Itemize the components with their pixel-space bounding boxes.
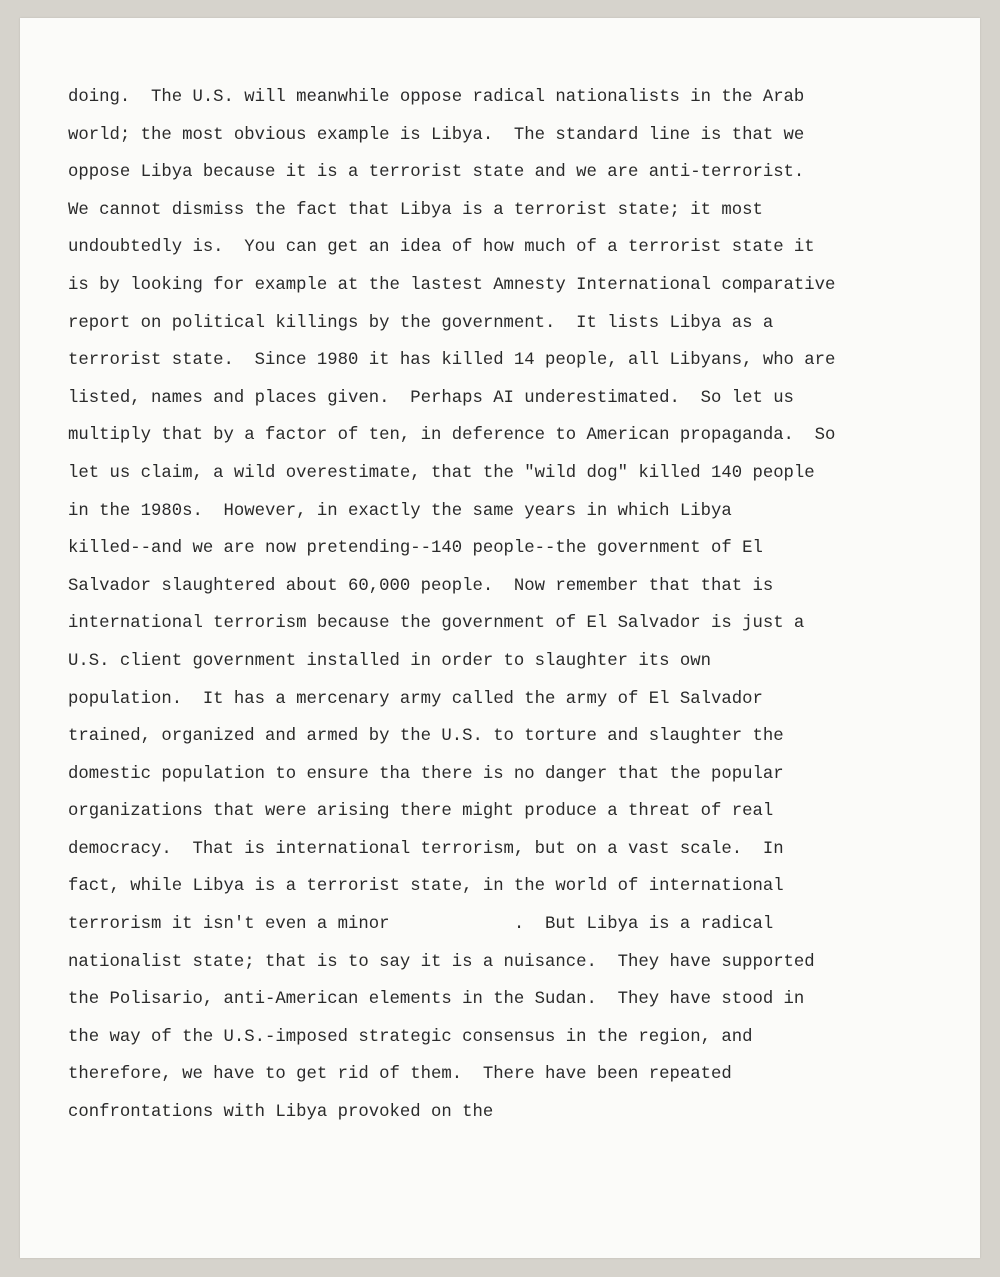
text-line: listed, names and places given. Perhaps AI underestimated. So let us [68, 388, 794, 408]
text-line: the way of the U.S.-imposed strategic consensus in the region, and [68, 1027, 753, 1047]
text-line: U.S. client government installed in order to slaughter its own [68, 651, 711, 671]
text-line: in the 1980s. However, in exactly the same years in which Libya [68, 501, 732, 521]
typed-text-body [68, 88, 948, 1141]
text-line: domestic population to ensure tha there is no danger that the popular [68, 764, 784, 784]
text-line: We cannot dismiss the fact that Libya is a terrorist state; it most [68, 200, 763, 220]
text-line: killed--and we are now pretending--140 people--the government of El [68, 539, 763, 559]
text-line: organizations that were arising there might produce a threat of real [68, 802, 774, 822]
text-line: multiply that by a factor of ten, in deference to American propaganda. So [68, 426, 836, 446]
text-line: terrorist state. Since 1980 it has killed 14 people, all Libyans, who are [68, 351, 836, 371]
text-line: the Polisario, anti-American elements in the Sudan. They have stood in [68, 990, 805, 1010]
text-line: let us claim, a wild overestimate, that the "wild dog" killed 140 people [68, 463, 815, 483]
text-line: confrontations with Libya provoked on the [68, 1103, 494, 1123]
text-line: Salvador slaughtered about 60,000 people. Now remember that that is [68, 576, 774, 596]
text-line: oppose Libya because it is a terrorist state and we are anti-terrorist. [68, 163, 805, 183]
text-line: nationalist state; that is to say it is a nuisance. They have supported [68, 952, 815, 972]
text-line: therefore, we have to get rid of them. There have been repeated [68, 1065, 732, 1085]
text-line: fact, while Libya is a terrorist state, in the world of international [68, 877, 784, 897]
text-line: terrorism it isn't even a minor . But Libya is a radical [68, 915, 774, 935]
text-line: report on political killings by the government. It lists Libya as a [68, 313, 774, 333]
text-line: is by looking for example at the lastest Amnesty International comparative [68, 275, 836, 295]
text-line: international terrorism because the government of El Salvador is just a [68, 614, 805, 634]
document-page [20, 18, 980, 1258]
text-line: population. It has a mercenary army called the army of El Salvador [68, 689, 763, 709]
text-line: world; the most obvious example is Libya. The standard line is that we [68, 125, 805, 145]
text-line: undoubtedly is. You can get an idea of how much of a terrorist state it [68, 238, 815, 258]
text-line: democracy. That is international terrorism, but on a vast scale. In [68, 839, 784, 859]
text-line: doing. The U.S. will meanwhile oppose radical nationalists in the Arab [68, 88, 805, 107]
text-line: trained, organized and armed by the U.S. to torture and slaughter the [68, 727, 784, 747]
